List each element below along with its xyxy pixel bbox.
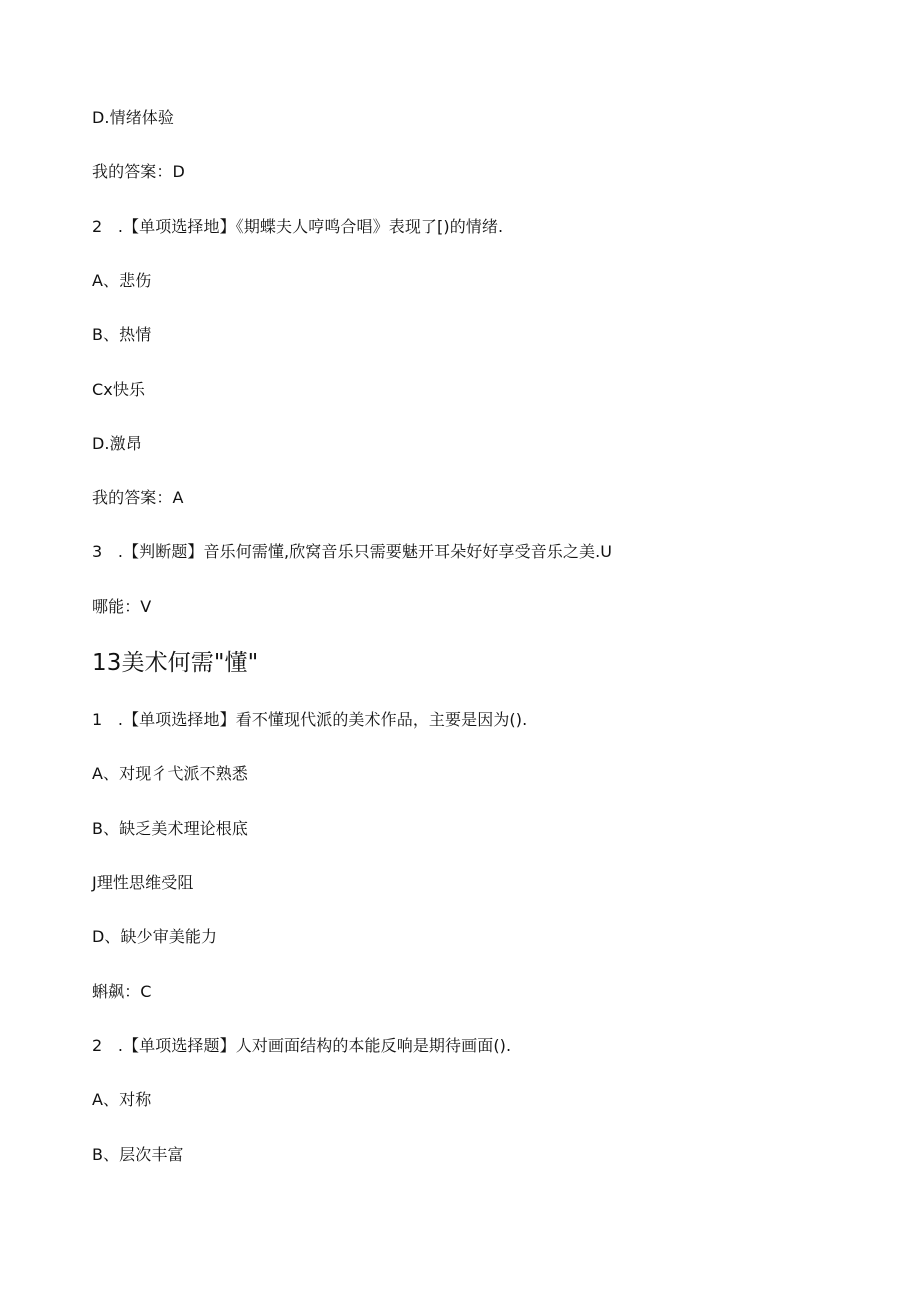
- option-d-line: D.激昂: [92, 434, 142, 453]
- option-d-line: D.情绪体验: [92, 108, 175, 127]
- answer-line: 我的答案：D: [92, 162, 185, 181]
- answer-line: 蝌飙：C: [92, 982, 152, 1001]
- question-line: 2 .【单项选择题】人对画面结构的本能反响是期待画面().: [92, 1036, 512, 1055]
- option-d-line: D、缺少审美能力: [92, 927, 218, 946]
- section-heading: 13美术何需"懂": [92, 650, 259, 676]
- answer-line: 哪能：V: [92, 597, 152, 616]
- question-line: 2 .【单项选择地】《期蝶夫人哼鸣合唱》表现了[)的情绪.: [92, 217, 504, 236]
- option-b-line: B、缺乏美术理论根底: [92, 819, 248, 838]
- option-c-line: J理性思维受阻: [92, 873, 194, 892]
- question-line: 1 .【单项选择地】看不懂现代派的美术作品，主要是因为().: [92, 710, 528, 729]
- answer-line: 我的答案：A: [92, 488, 184, 507]
- question-line: 3 .【判断题】音乐何需懂,欣窝音乐只需要魅开耳朵好好享受音乐之美.U: [92, 542, 613, 561]
- option-a-line: A、悲伤: [92, 271, 152, 290]
- option-a-line: A、对称: [92, 1090, 152, 1109]
- option-c-line: Cx快乐: [92, 380, 146, 399]
- option-b-line: B、层次丰富: [92, 1145, 184, 1164]
- option-a-line: A、对现彳弋派不熟悉: [92, 764, 248, 783]
- option-b-line: B、热情: [92, 325, 152, 344]
